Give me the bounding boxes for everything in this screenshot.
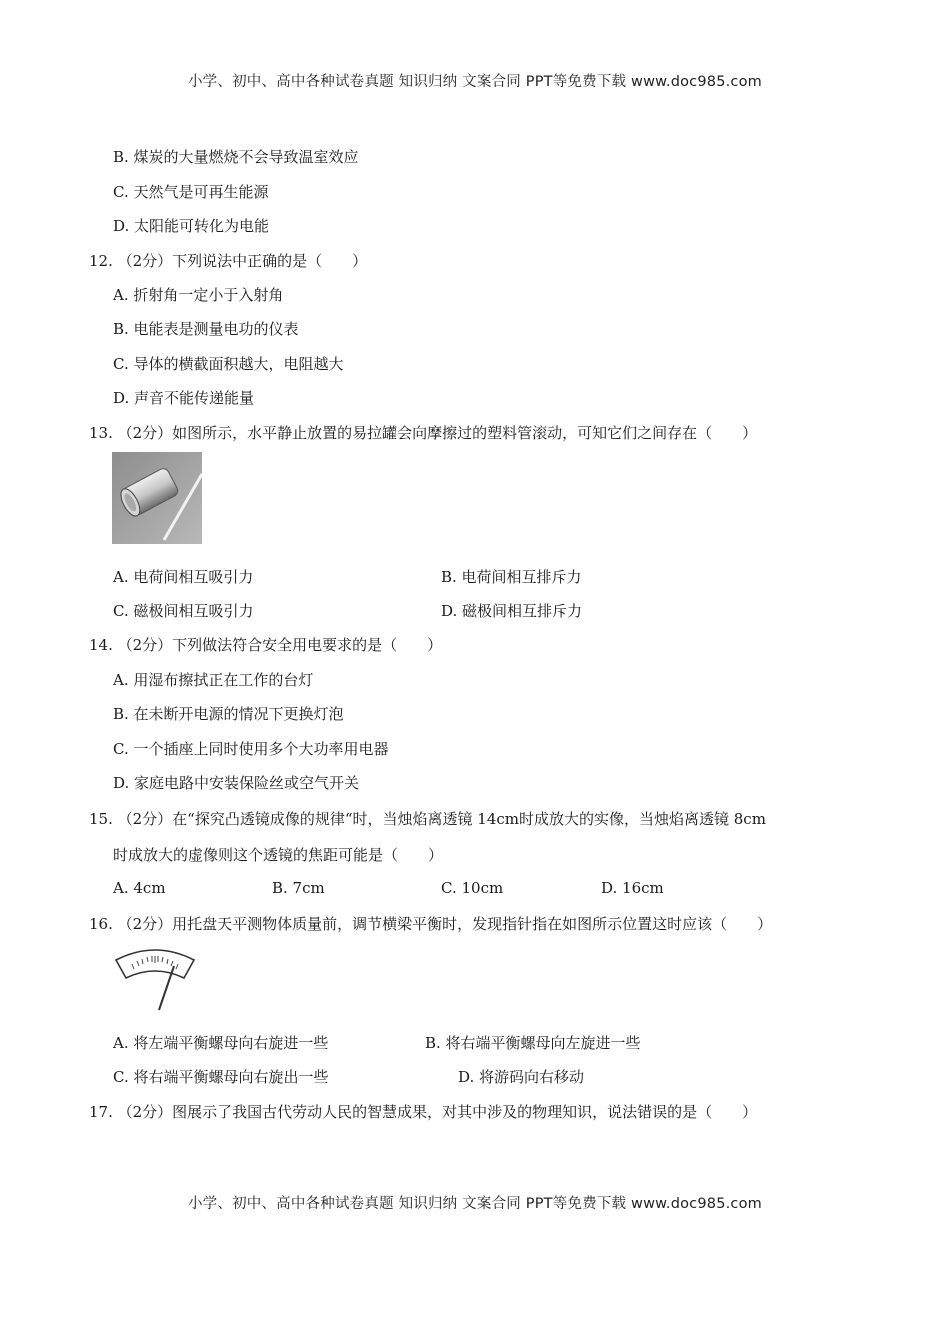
q15-option-c: C. 10cm: [441, 879, 504, 897]
q16-option-d: D. 将游码向右移动: [458, 1068, 585, 1086]
q15-option-a: A. 4cm: [113, 879, 166, 897]
q16-option-a: A. 将左端平衡螺母向右旋进一些: [113, 1034, 329, 1052]
q12-option-d: D. 声音不能传递能量: [113, 389, 255, 407]
q13-option-b: B. 电荷间相互排斥力: [441, 568, 582, 586]
page-header: 小学、初中、高中各种试卷真题 知识归纳 文案合同 PPT等免费下载 www.doc985.com: [187, 74, 763, 90]
q15-option-d: D. 16cm: [601, 879, 664, 897]
q14-option-c: C. 一个插座上同时使用多个大功率用电器: [113, 740, 389, 758]
q17-stem: 17. （2分）图展示了我国古代劳动人民的智慧成果，对其中涉及的物理知识，说法错误的是（ ）: [89, 1103, 758, 1121]
q16-option-c: C. 将右端平衡螺母向右旋出一些: [113, 1068, 329, 1086]
q15-stem-line1: 15. （2分）在“探究凸透镜成像的规律“时，当烛焰离透镜 14cm时成放大的实像，当烛焰离透镜 8cm: [89, 810, 766, 828]
balance-pointer-figure: [112, 944, 198, 1012]
can-and-pipe-figure: [112, 452, 202, 544]
q13-option-d: D. 磁极间相互排斥力: [441, 602, 583, 620]
q12-stem: 12. （2分）下列说法中正确的是（ ）: [89, 252, 368, 270]
q11-option-b: B. 煤炭的大量燃烧不会导致温室效应: [113, 148, 359, 166]
q13-option-a: A. 电荷间相互吸引力: [113, 568, 254, 586]
q11-option-c: C. 天然气是可再生能源: [113, 183, 269, 201]
q14-stem: 14. （2分）下列做法符合安全用电要求的是（ ）: [89, 636, 443, 654]
q13-stem: 13. （2分）如图所示，水平静止放置的易拉罐会向摩擦过的塑料管滚动，可知它们之间存在（ ）: [89, 424, 758, 442]
q16-stem: 16. （2分）用托盘天平测物体质量前，调节横梁平衡时，发现指针指在如图所示位置这时应该（ ）: [89, 915, 773, 933]
q12-option-c: C. 导体的横截面积越大，电阻越大: [113, 355, 344, 373]
q15-option-b: B. 7cm: [272, 879, 325, 897]
q16-option-b: B. 将右端平衡螺母向左旋进一些: [425, 1034, 641, 1052]
q12-option-b: B. 电能表是测量电功的仪表: [113, 320, 299, 338]
q13-option-c: C. 磁极间相互吸引力: [113, 602, 254, 620]
q14-option-a: A. 用湿布擦拭正在工作的台灯: [113, 671, 314, 689]
page-footer: 小学、初中、高中各种试卷真题 知识归纳 文案合同 PPT等免费下载 www.doc985.com: [187, 1196, 763, 1212]
q14-option-d: D. 家庭电路中安装保险丝或空气开关: [113, 774, 360, 792]
q12-option-a: A. 折射角一定小于入射角: [113, 286, 284, 304]
q11-option-d: D. 太阳能可转化为电能: [113, 217, 270, 235]
q15-stem-line2: 时成放大的虚像则这个透镜的焦距可能是（ ）: [113, 846, 444, 864]
q14-option-b: B. 在未断开电源的情况下更换灯泡: [113, 705, 344, 723]
